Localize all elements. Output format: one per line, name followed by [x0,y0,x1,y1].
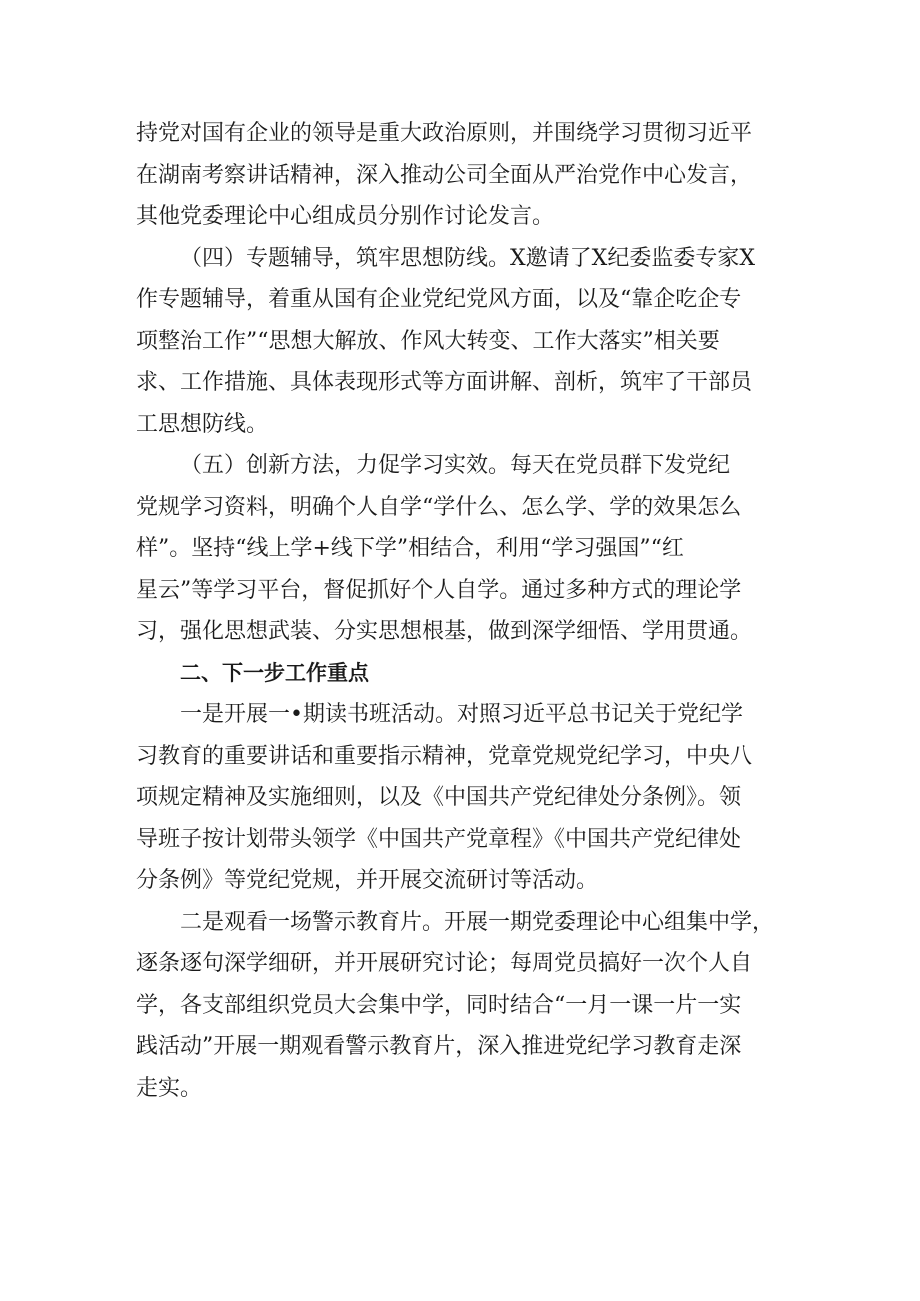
text-line: 一是开展一•期读书班活动。对照习近平总书记关于党纪学 [180,702,743,727]
text-line: 在湖南考察讲话精神，深入推动公司全面从严治党作中心发言， [136,162,753,188]
text-line: （五）创新方法，力促学习实效。每天在党员群下发党纪 [180,453,731,478]
text-line: 习教育的重要讲话和重要指示精神，党章党规党纪学习，中央八 [136,743,753,769]
text-line: 分条例》等党纪党规，并开展交流研讨等活动。 [136,868,599,893]
document-body [136,113,786,1109]
text-line: 项规定精神及实施细则，以及《中国共产党纪律处分条例》。领 [136,785,742,810]
text-line: 学，各支部组织党员大会集中学，同时结合“一月一课一片一实 [136,992,742,1018]
text-line: 样”。坚持“线上学+线下学”相结合，利用“学习强国”“红 [136,536,684,561]
text-line: 星云”等学习平台，督促抓好个人自学。通过多种方式的理论学 [136,577,742,603]
text-line: 导班子按计划带头领学《中国共产党章程》《中国共产党纪律处 [136,826,742,852]
text-line: 逐条逐句深学细研，并开展研究讨论；每周党员搞好一次个人自 [136,951,753,976]
text-line: 项整治工作”“思想大解放、作风大转变、工作大落实”相关要 [136,328,720,354]
text-line: 党规学习资料，明确个人自学“学什么、怎么学、学的效果怎么 [136,494,742,520]
text-line: 持党对国有企业的领导是重大政治原则，并围绕学习贯彻习近平 [136,121,753,146]
text-line: 求、工作措施、具体表现形式等方面讲解、剖析，筑牢了干部员 [136,370,753,395]
text-line: 走实。 [136,1075,203,1101]
text-line: 践活动”开展一期观看警示教育片，深入推进党纪学习教育走深 [136,1034,742,1059]
text-line: 作专题辅导，着重从国有企业党纪党风方面，以及“靠企吃企专 [136,287,742,312]
text-line: 其他党委理论中心组成员分别作讨论发言。 [136,204,555,229]
section-heading: 二、下一步工作重点 [180,660,369,685]
text-line: 二是观看一场警示教育片。开展一期党委理论中心组集中学， [180,909,775,935]
text-line: 工思想防线。 [136,411,269,437]
text-line: （四）专题辅导，筑牢思想防线。X邀请了X纪委监委专家X [180,245,755,271]
text-line: 习，强化思想武装、分实思想根基，做到深学细悟、学用贯通。 [136,619,753,644]
